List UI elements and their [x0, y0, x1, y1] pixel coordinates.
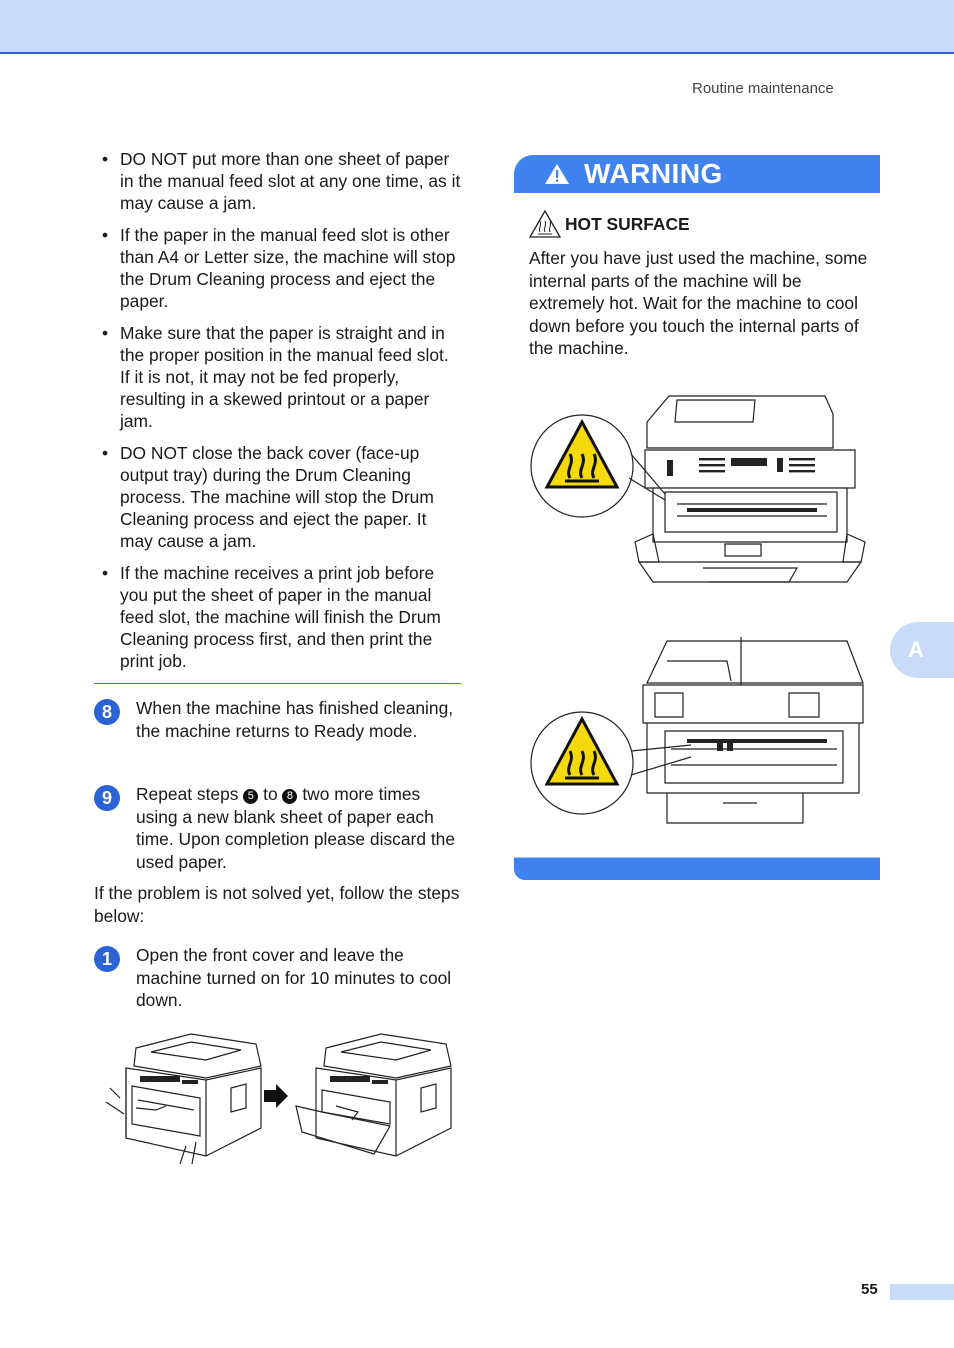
- step-number-badge: 8: [94, 699, 120, 725]
- section-divider: [94, 683, 461, 684]
- arrow-right-icon: [264, 1084, 288, 1108]
- list-item: • DO NOT put more than one sheet of paper in the manual feed slot at any one time, as it may cause a jam.: [102, 148, 462, 214]
- step-9: [94, 783, 462, 873]
- hot-surface-icon: [529, 210, 561, 238]
- warning-text: After you have just used the machine, some internal parts of the machine will be extremely hot. Wait for the machine to cool down before you touch the internal parts of the machine.: [529, 248, 868, 358]
- list-item: • Make sure that the paper is straight and in the proper position in the manual feed slot. If it is not, it may not be fed properly, resulting in a skewed printout or a paper jam.: [102, 322, 462, 432]
- hot-symbol-icon: [547, 719, 617, 784]
- warning-title: WARNING: [584, 158, 723, 189]
- step-1: [94, 944, 462, 1012]
- hot-surface-back-illustration: [527, 633, 867, 829]
- step-text: Repeat steps 5 to 8 two more times using a new blank sheet of paper each time. Upon completion please discard the used paper.: [136, 784, 456, 872]
- step-number-badge: 1: [94, 946, 120, 972]
- step-number-badge: 9: [94, 785, 120, 811]
- top-header-band: [0, 0, 954, 54]
- open-front-cover-illustration: [96, 1028, 460, 1168]
- page-number-bar: [890, 1284, 954, 1300]
- hot-symbol-icon: [547, 422, 617, 487]
- hot-surface-front-illustration: [527, 392, 867, 588]
- list-item: • If the paper in the manual feed slot is other than A4 or Letter size, the machine will stop the Drum Cleaning process and eject the paper.: [102, 224, 462, 312]
- step-text: When the machine has finished cleaning, the machine returns to Ready mode.: [136, 698, 454, 741]
- chapter-tab: A: [890, 622, 954, 678]
- step-ref-badge: 5: [243, 789, 258, 804]
- warning-end-bar: [514, 857, 880, 880]
- warning-banner: [514, 155, 880, 193]
- intro-paragraph: If the problem is not solved yet, follow the steps below:: [94, 883, 460, 926]
- list-item: • If the machine receives a print job before you put the sheet of paper in the manual feed slot, the machine will finish the Drum Cleaning process first, and then print the print job.: [102, 562, 462, 672]
- running-head: Routine maintenance: [692, 80, 834, 97]
- page-number: 55: [861, 1281, 878, 1298]
- step-8: [94, 697, 462, 742]
- bullet-list: [102, 148, 462, 682]
- step-ref-badge: 8: [282, 789, 297, 804]
- step-text: Open the front cover and leave the machine turned on for 10 minutes to cool down.: [136, 945, 452, 1010]
- warning-triangle-icon: [544, 163, 570, 185]
- list-item: • DO NOT close the back cover (face-up output tray) during the Drum Cleaning process. The machine will stop the Drum Cleaning process and eject the paper. It may cause a jam.: [102, 442, 462, 552]
- hot-surface-heading: HOT SURFACE: [529, 210, 690, 238]
